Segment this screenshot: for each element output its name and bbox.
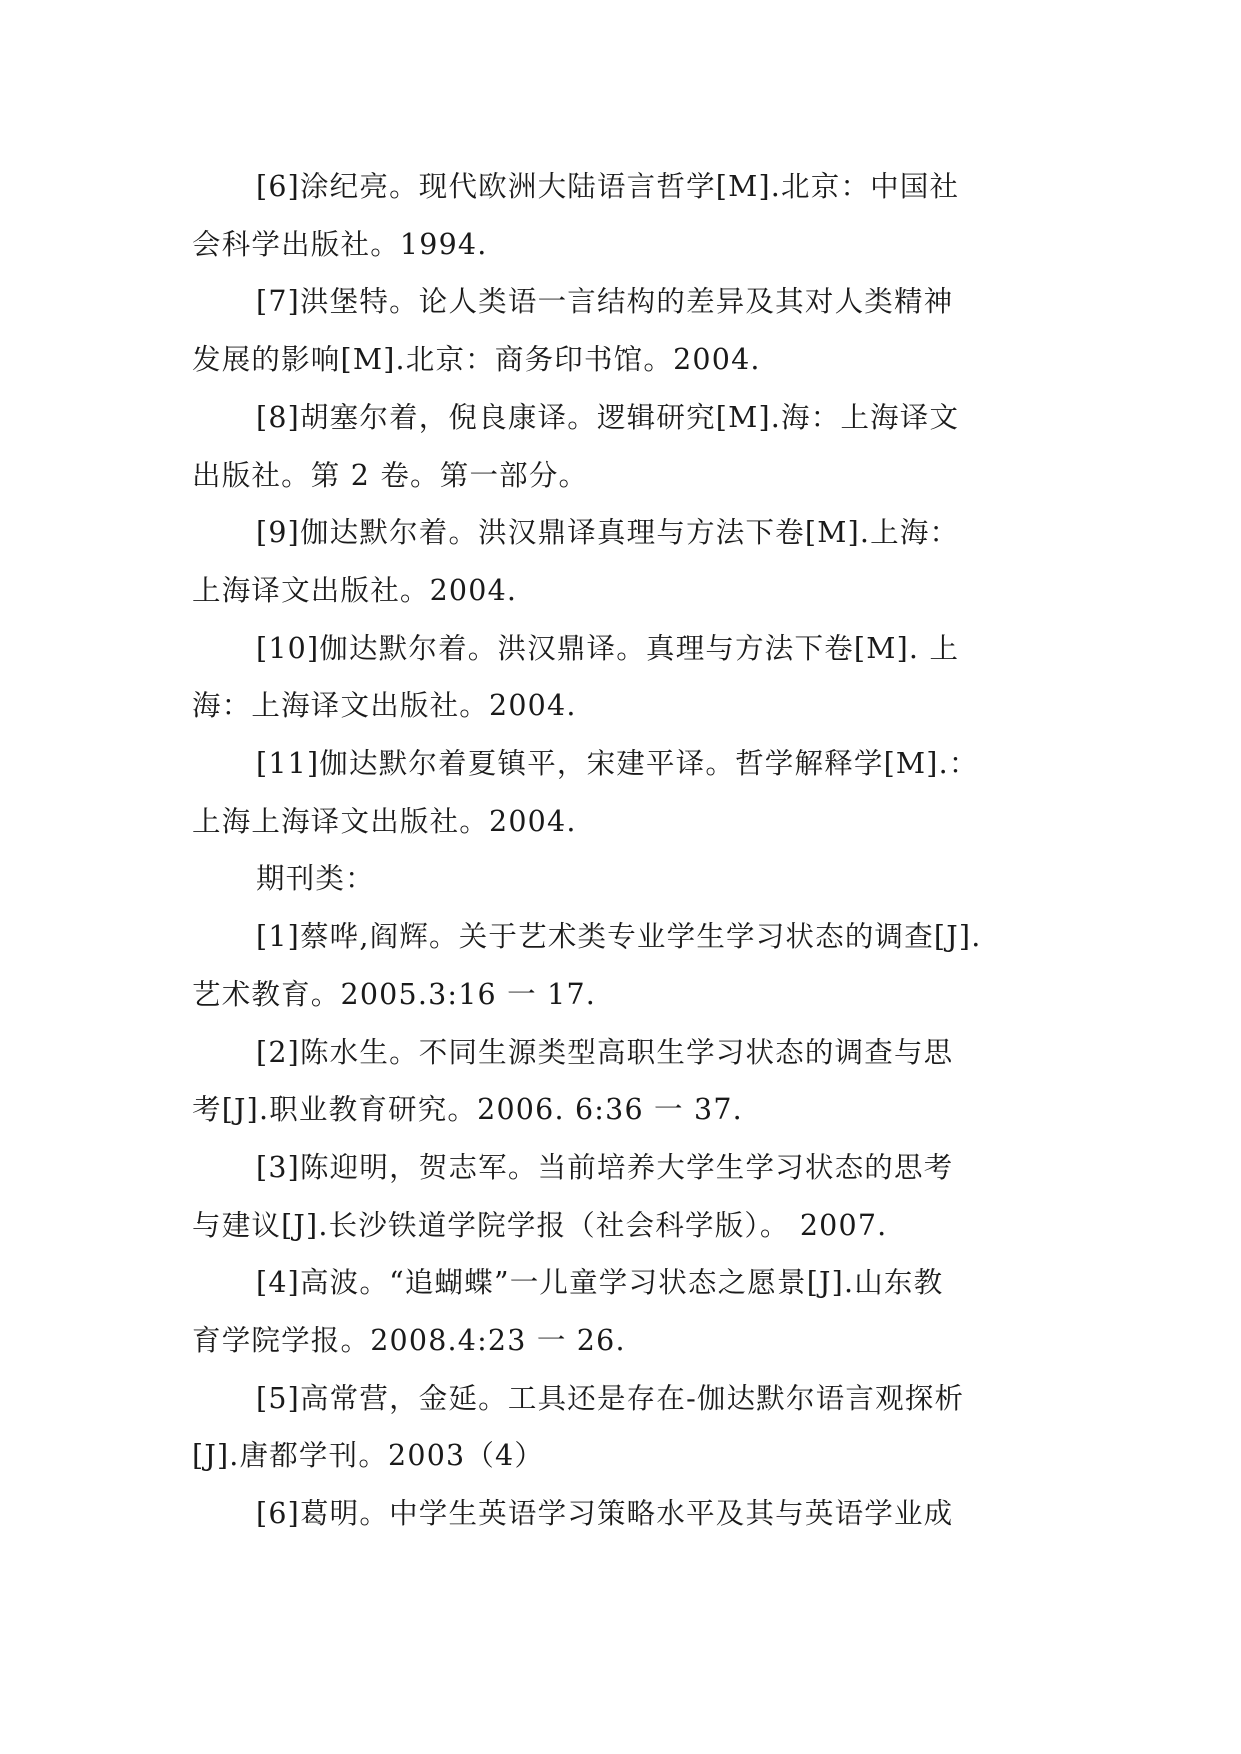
reference-line: 考[J].职业教育研究。2006. 6:36 一 37.: [192, 1093, 743, 1127]
reference-line: 与建议[J].长沙铁道学院学报（社会科学版）。 2007.: [192, 1208, 888, 1242]
reference-line: 上海译文出版社。2004.: [192, 573, 518, 607]
reference-line: [8]胡塞尔着，倪良康译。逻辑研究[M].海：上海译文: [256, 400, 960, 434]
reference-line: [1]蔡哗,阎辉。关于艺术类专业学生学习状态的调查[J].: [256, 920, 982, 954]
reference-line: 会科学出版社。1994.: [192, 227, 488, 261]
reference-line: [7]洪堡特。论人类语一言结构的差异及其对人类精神: [256, 285, 954, 319]
reference-line: [2]陈水生。不同生源类型高职生学习状态的调查与思: [256, 1035, 954, 1069]
reference-list: [192, 158, 1052, 1543]
reference-line: 艺术教育。2005.3:16 一 17.: [192, 977, 597, 1011]
reference-line: [10]伽达默尔着。洪汉鼎译。真理与方法下卷[M]. 上: [256, 631, 960, 665]
section-heading: 期刊类：: [256, 862, 375, 896]
reference-line: 育学院学报。2008.4:23 一 26.: [192, 1324, 626, 1358]
reference-line: [11]伽达默尔着夏镇平，宋建平译。哲学解释学[M].：: [256, 747, 979, 781]
reference-line: 上海上海译文出版社。2004.: [192, 804, 577, 838]
reference-line: [5]高常营，金延。工具还是存在-伽达默尔语言观探析: [256, 1381, 965, 1415]
reference-line: [4]高波。“追蝴蝶”一儿童学习状态之愿景[J].山东教: [256, 1266, 944, 1300]
reference-line: 发展的影响[M].北京：商务印书馆。2004.: [192, 343, 761, 377]
reference-line: 出版社。第 2 卷。第一部分。: [192, 458, 589, 492]
reference-line: [3]陈迎明，贺志军。当前培养大学生学习状态的思考: [256, 1150, 954, 1184]
reference-line: [6]涂纪亮。现代欧洲大陆语言哲学[M].北京：中国社: [256, 170, 960, 203]
reference-line: [6]葛明。中学生英语学习策略水平及其与英语学业成: [256, 1497, 954, 1531]
reference-line: 海：上海译文出版社。2004.: [192, 689, 577, 723]
reference-line: [J].唐都学刊。2003（4）: [192, 1439, 545, 1473]
reference-line: [9]伽达默尔着。洪汉鼎译真理与方法下卷[M].上海：: [256, 516, 960, 550]
